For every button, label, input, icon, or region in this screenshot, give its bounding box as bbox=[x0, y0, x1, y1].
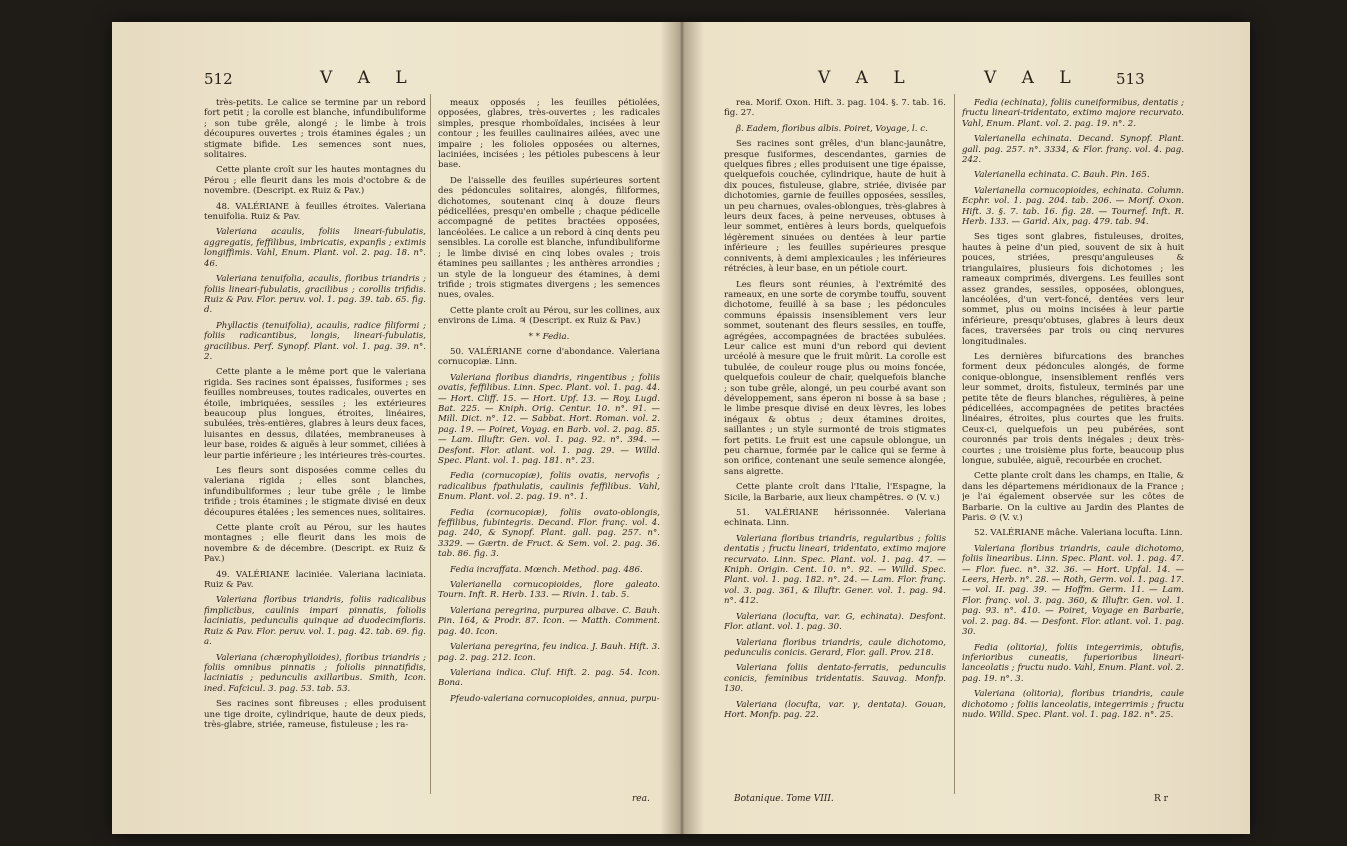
right-column-2 bbox=[962, 98, 1184, 788]
synonym: Valeriana (locufta, var. G, echinata). Desfont. Flor. atlant. vol. 1. pag. 30. bbox=[724, 611, 946, 633]
paragraph: Les fleurs sont réunies, à l'extrémité des rameaux, en une sorte de corymbe touffu, souvent dichotome, feuillé à sa base ; les pédoncules communs épaissis insensiblement vers leur sommet, soutenant des fleurs sessiles, en touffe, agrégées, accompagnées de bractées subulées. Leur calice est muni d'un rebord qui devient urcéolé à mesure que le fruit mûrit. La corolle est tubulée, de couleur rouge plus ou moins foncée, quelquefois couleur de chair, quelquefois blanche ; son tube grêle, alongé, un peu courbé avant son développement, sans éperon ni bosse à sa base ; le limbe presque divisé en deux lèvres, les lobes inégaux & obtus ; deux étamines droites, saillantes ; un style surmonté de trois stigmates fort petits. Le fruit est une capsule oblongue, un peu charnue, formée par le calice qui se ferme à son orifice, contenant une seule semence alongée, sans aigrette. bbox=[724, 279, 946, 477]
page-number: 513 bbox=[1116, 70, 1145, 88]
left-column-2 bbox=[438, 98, 660, 788]
synonym: Valeriana peregrina, feu indica. J. Bauh. Hift. 3. pag. 2. pag. 212. Icon. bbox=[438, 642, 660, 663]
column-rule bbox=[430, 94, 431, 794]
synonym: Valerianella cornucopioides, flore galeato. Tourn. Inft. R. Herb. 133. — Rivin. 1. tab. 5. bbox=[438, 580, 660, 601]
synonym: Valerianella echinata. C. Bauh. Pin. 165. bbox=[974, 170, 1150, 181]
right-page bbox=[684, 22, 1250, 834]
entry-heading: 49. VALÉRIANE laciniée. Valeriana laciniata. Ruiz & Pav. bbox=[204, 569, 426, 591]
running-head-second: V A L bbox=[984, 68, 1081, 88]
synonym: Valeriana tenuifolia, acaulis, floribus triandris ; foliis lineari-fubulatis, gracilibus ; corollis trifidis. Ruiz & Pav. Flor. peruv. vol. 1. pag. 39. tab. 65. fig. d. bbox=[204, 274, 426, 316]
open-book bbox=[112, 22, 1250, 834]
column-rule bbox=[954, 94, 955, 794]
synonym: Fedia (cornucopiæ), foliis ovato-oblongis, feffilibus, fubintegris. Decand. Flor. franç. vol. 4. pag. 240, & Synopf. Plant. gall. pag. 257. n°. 3329. — Gærtn. de Fruct. & Sem. vol. 2. pag. 36. tab. 86. fig. 3. bbox=[438, 507, 660, 560]
paragraph: très-petits. Le calice se termine par un rebord fort petit ; la corolle est blanche, infundibuliforme ; son tube grêle, alongé ; le limbe à trois découpures ouvertes ; trois étamines égales ; un stigmate bifide. Les semences sont nues, solitaires. bbox=[204, 98, 426, 161]
entry-heading: 48. VALÉRIANE à feuilles étroites. Valeriana tenuifolia. Ruiz & Pav. bbox=[204, 201, 426, 223]
synonym: Valeriana floribus triandris, caule dichotomo, foliis linearibus. Linn. Spec. Plant. vol. 1. pag. 47. — Flor. fuec. n°. 32. 36. — Hort. Upfal. 14. — Leers, Herb. n°. 28. — Roth, Germ. vol. 1. pag. 17. — vol. II. pag. 39. — Hoffm. Germ. 11. — Lam. Flor. franç. vol. 3. pag. 360, & Illuftr. Gen. vol. 1. pag. 93. n°. 410. — Poiret, Voyage en Barbarie, vol. 2. pag. 84. — Desfont. Flor. atlant. vol. 1. pag. 30. bbox=[962, 543, 1184, 638]
synonym: Valeriana floribus triandris, caule dichotomo, pedunculis conicis. Gerard, Flor. gall. Prov. 218. bbox=[724, 637, 946, 658]
synonym: Fedia incraffata. Mœnch. Method. pag. 486. bbox=[450, 564, 643, 575]
synonym: Pfeudo-valeriana cornucopioides, annua, purpu- bbox=[450, 693, 660, 704]
synonym: Valeriana (chærophylloides), floribus triandris ; foliis omnibus pinnatis ; foliolis pinnatifidis, laciniatis ; pedunculis axillaribus. Smith, Icon. ined. Fafcicul. 3. pag. 53. tab. 53. bbox=[204, 652, 426, 694]
entry-heading: 50. VALÉRIANE corne d'abondance. Valeriana cornucopiæ. Linn. bbox=[438, 346, 660, 368]
left-page bbox=[112, 22, 678, 834]
synonym: Fedia (echinata), foliis cuneiformibus, dentatis ; fructu lineari-tridentato, extimo majore recurvato. Vahl, Enum. Plant. vol. 2. pag. 19. n°. 2. bbox=[962, 98, 1184, 129]
paragraph: Cette plante a le même port que le valeriana rigida. Ses racines sont épaisses, fusiformes ; ses feuilles nombreuses, toutes radicales, ouvertes en étoile, imbriquées, sessiles ; les extérieures beaucoup plus longues, étroites, linéaires, subulées, très-entières, glabres à leurs deux faces, luisantes en dessus, dilatées, membraneuses à leur base, roides & aiguës à leur sommet, ciliées à leur partie inférieure ; les intérieures très-courtes. bbox=[204, 367, 426, 461]
volume-footer: Botanique. Tome VIII. bbox=[734, 794, 834, 804]
entry-heading: 52. VALÉRIANE mâche. Valeriana locufta. Linn. bbox=[974, 528, 1183, 539]
synonym: Fedia (olitoria), foliis integerrimis, obtufis, inferioribus cuneatis, fuperioribus lineari-lanceolatis ; fructu nudo. Vahl, Enum. Plant. vol. 2. pag. 19. n°. 3. bbox=[962, 642, 1184, 684]
synonym: Valeriana peregrina, purpurea albave. C. Bauh. Pin. 164, & Prodr. 87. Icon. — Matth. Comment. pag. 40. Icon. bbox=[438, 605, 660, 637]
paragraph: Cette plante croît dans les champs, en Italie, & dans les départemens méridionaux de la France ; je l'ai également observée sur les côtes de Barbarie. On la cultive au Jardin des Plantes de Paris. ⊙ (V. v.) bbox=[962, 471, 1184, 524]
paragraph: rea. Morif. Oxon. Hift. 3. pag. 104. §. 7. tab. 16. fig. 27. bbox=[724, 98, 946, 119]
entry-heading: 51. VALÉRIANE hérissonnée. Valeriana echinata. Linn. bbox=[724, 508, 946, 529]
synonym: Valerianella cornucopioides, echinata. Column. Ecphr. vol. 1. pag. 204. tab. 206. — Morif. Oxon. Hift. 3. §. 7. tab. 16. fig. 28. — Tournef. Inft. R. Herb. 133. — Garid. Aix, pag. 479. tab. 94. bbox=[962, 185, 1184, 228]
synonym: Valerianella echinata. Decand. Synopf. Plant. gall. pag. 257. n°. 3334, & Flor. franç. vol. 4. pag. 242. bbox=[962, 134, 1184, 166]
running-head: V A L bbox=[818, 68, 915, 88]
synonym: Valeriana floribus triandris, foliis radicalibus fimplicibus, caulinis impari pinnatis, foliolis laciniatis, pedunculis quinque ad duodecimfloris. Ruiz & Pav. Flor. peruv. vol. 1. pag. 42. tab. 69. fig. a. bbox=[204, 595, 426, 648]
signature-mark: R r bbox=[1154, 794, 1168, 804]
catchword: rea. bbox=[632, 794, 650, 804]
paragraph: Les fleurs sont disposées comme celles du valeriana rigida ; elles sont blanches, infundibuliformes ; leur tube grêle ; le limbe trifide ; trois étamines ; le stigmate divisé en deux découpures étalées ; les semences nues, solitaires. bbox=[204, 466, 426, 518]
synonym: Valeriana acaulis, foliis lineari-fubulatis, aggregatis, feffilibus, imbricatis, expanfis ; extimis longiffimis. Vahl, Enum. Plant. vol. 2. pag. 18. n°. 46. bbox=[204, 227, 426, 269]
left-column-1 bbox=[204, 98, 426, 788]
synonym: Valeriana (olitoria), floribus triandris, caule dichotomo ; foliis lanceolatis, integerrimis ; fructu nudo. Willd. Spec. Plant. vol. 1. pag. 182. n°. 25. bbox=[962, 689, 1184, 720]
paragraph: Ses tiges sont glabres, fistuleuses, droites, hautes à peine d'un pied, souvent de six à huit pouces, striées, presqu'anguleuses & triangulaires, plusieurs fois dichotomes ; les rameaux comprimés, divergens. Les feuilles sont assez grandes, sessiles, opposées, oblongues, lancéolées, d'un vert-foncé, dentées vers leur sommet, plus ou moins incisées à leur partie inférieure, presqu'obtuses, glabres à leurs deux faces, traversées par trois ou cinq nervures longitudinales. bbox=[962, 232, 1184, 347]
paragraph: Cette plante croît au Pérou, sur les hautes montagnes ; elle fleurit dans les mois de novembre & de décembre. (Descript. ex Ruiz & Pav.) bbox=[204, 523, 426, 565]
running-head: V A L bbox=[320, 68, 417, 88]
paragraph: Les dernières bifurcations des branches forment deux pédoncules alongés, de forme conique-oblongue, insensiblement renflés vers leur sommet, droits, fistuleux, terminés par une petite tête de fleurs blanches, régulières, à peine pédicellées, accompagnées de petites bractées linéaires, étroites, plus courtes que les fruits. Ceux-ci, quelquefois un peu pubérées, sont couronnés par trois dents inégales ; deux très-courtes ; une troisième plus forte, beaucoup plus longue, subulée, aiguë, recourbée en crochet. bbox=[962, 351, 1184, 466]
synonym: Valeriana (locufta, var. γ, dentata). Gouan, Hort. Monfp. pag. 22. bbox=[724, 699, 946, 720]
variety: β. Eadem, floribus albis. Poiret, Voyage, l. c. bbox=[736, 123, 928, 134]
paragraph: Cette plante croît sur les hautes montagnes du Pérou ; elle fleurit dans les mois d'octobre & de novembre. (Descript. ex Ruiz & Pav.) bbox=[204, 165, 426, 197]
synonym: Valeriana floribus diandris, ringentibus ; foliis ovatis, feffilibus. Linn. Spec. Plant. vol. 1. pag. 44. — Hort. Cliff. 15. — Hort. Upf. 13. — Roy. Lugd. Bat. 225. — Kniph. Orig. Centur. 10. n°. 91. — Mill. Dict. n°. 12. — Sabbat. Hort. Roman. vol. 2. pag. 19. — Poiret, Voyag. en Barb. vol. 2. pag. 85. — Lam. Illuftr. Gen. vol. 1. pag. 92. n°. 394. — Desfont. Flor. atlant. vol. 1. pag. 29. — Willd. Spec. Plant. vol. 1. pag. 181. n°. 23. bbox=[438, 372, 660, 466]
paragraph: meaux opposés ; les feuilles pétiolées, opposées, glabres, très-ouvertes ; les radicales simples, presque rhomboïdales, incisées à leur contour ; les feuilles caulinaires ailées, avec une impaire ; les folioles opposées ou alternes, laciniées, incisées ; les pétioles pubescens à leur base. bbox=[438, 98, 660, 171]
right-column-1 bbox=[724, 98, 946, 788]
page-number: 512 bbox=[204, 70, 233, 88]
paragraph: Ses racines sont fibreuses ; elles produisent une tige droite, cylindrique, haute de deux pieds, très-glabre, striée, rameuse, fistuleuse ; les ra- bbox=[204, 699, 426, 730]
synonym: Valeriana floribus triandris, regularibus ; foliis dentatis ; fructu lineari, tridentato, extimo majore recurvato. Linn. Spec. Plant. vol. 1. pag. 47. — Kniph. Origin. Cent. 10. n°. 92. — Willd. Spec. Plant. vol. 1. pag. 182. n°. 24. — Lam. Flor. franç. vol. 3. pag. 361, & Illuftr. Gener. vol. 1. pag. 94. n°. 412. bbox=[724, 533, 946, 607]
paragraph: Ses racines sont grêles, d'un blanc-jaunâtre, presque fusiformes, descendantes, garnies de quelques fibres ; elles produisent une tige épaisse, quelquefois couchée, cylindrique, haute de huit à dix pouces, fistuleuse, glabre, striée, divisée par dichotomies, garnie de feuilles opposées, sessiles, un peu charnues, ovales-oblongues, très-glabres à leurs deux faces, à peine nerveuses, obtuses à leur sommet, entières à leurs bords, quelquefois légèrement sinuées ou dentées à leur partie inférieure ; les feuilles supérieures presque connivents, à demi amplexicaules ; les inférieures rétrécies, à leur base, en un pétiole court. bbox=[724, 139, 946, 275]
synonym: Phyllactis (tenuifolia), acaulis, radice filiformi ; foliis radicantibus, longis, lineari-fubulatis, gracilibus. Perf. Synopf. Plant. vol. 1. pag. 39. n°. 2. bbox=[204, 320, 426, 362]
synonym: Valeriana indica. Cluf. Hift. 2. pag. 54. Icon. Bona. bbox=[438, 667, 660, 689]
section-heading: * * Fedia. bbox=[528, 331, 570, 342]
paragraph: De l'aisselle des feuilles supérieures sortent des pédoncules solitaires, alongés, filiformes, dichotomes, soutenant cinq à douze fleurs pédicellées, presqu'en ombelle ; chaque pédicelle accompagné de petites bractées opposées, lancéolées. Le calice a un rebord à cinq dents peu sensibles. La corolle est blanche, infundibuliforme ; le limbe divisé en cinq lobes ovales ; trois étamines peu saillantes ; les anthères arrondies ; un style de la longueur des étamines, à demi trifide ; trois stigmates divergens ; les semences nues, ovales. bbox=[438, 175, 660, 301]
synonym: Valeriana foliis dentato-ferratis, pedunculis conicis, feminibus tridentatis. Sauvag. Monfp. 130. bbox=[724, 663, 946, 695]
synonym: Fedia (cornucopiæ), foliis ovatis, nervofis ; radicalibus fpathulatis, caulinis feffilibus. Vahl, Enum. Plant. vol. 2. pag. 19. n°. 1. bbox=[438, 471, 660, 503]
paragraph: Cette plante croît au Pérou, sur les collines, aux environs de Lima. ♃ (Descript. ex Ruiz & Pav.) bbox=[438, 305, 660, 327]
paragraph: Cette plante croît dans l'Italie, l'Espagne, la Sicile, la Barbarie, aux lieux champêtres. ⊙ (V. v.) bbox=[724, 482, 946, 503]
